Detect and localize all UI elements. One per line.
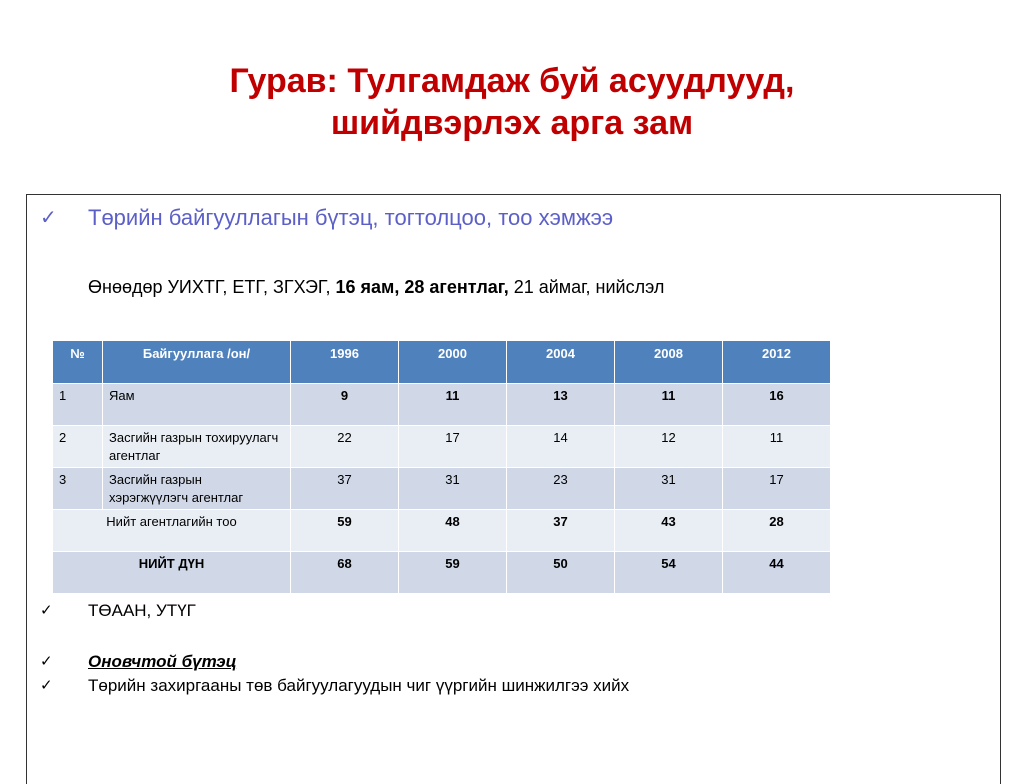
- today-prefix: Өнөөдөр УИХТГ, ЕТГ, ЗГХЭГ,: [88, 277, 336, 297]
- row-label: Засгийн газрын хэрэгжүүлэгч агентлаг: [103, 468, 291, 510]
- cell-value: 12: [615, 426, 723, 468]
- cell-value: 17: [723, 468, 831, 510]
- header-2008: 2008: [615, 341, 723, 384]
- cell-value: 22: [291, 426, 399, 468]
- bullet-optimal-text: Оновчтой бүтэц: [88, 652, 237, 671]
- table-row-total-agencies: [53, 510, 831, 552]
- cell-value: 44: [723, 552, 831, 594]
- row-label: Яам: [103, 384, 291, 426]
- organization-table: [52, 340, 831, 594]
- table-row: [53, 426, 831, 468]
- cell-value: 16: [723, 384, 831, 426]
- header-1996: 1996: [291, 341, 399, 384]
- slide-title-line1: Гурав: Тулгамдаж буй асуудлууд,: [229, 62, 795, 100]
- cell-value: 59: [399, 552, 507, 594]
- cell-value: 31: [399, 468, 507, 510]
- slide-title-line2: шийдвэрлэх арга зам: [330, 104, 694, 142]
- cell-value: 68: [291, 552, 399, 594]
- table-row: [53, 384, 831, 426]
- today-ministries: 16 яам,: [335, 277, 400, 297]
- checkmark-icon: ✓: [40, 602, 53, 619]
- total-agencies-label: Нийт агентлагийн тоо: [53, 510, 291, 552]
- cell-value: 11: [399, 384, 507, 426]
- table-row: [53, 468, 831, 510]
- cell-value: 23: [507, 468, 615, 510]
- checkmark-icon: ✓: [40, 653, 53, 670]
- bullet-analysis-text: Төрийн захиргааны төв байгуулагуудын чиг үүргийн шинжилгээ хийх: [88, 676, 630, 695]
- table-row-grand-total: [53, 552, 831, 594]
- row-no: 2: [53, 426, 103, 468]
- today-agencies: 28 агентлаг,: [404, 277, 509, 297]
- cell-value: 11: [615, 384, 723, 426]
- cell-value: 28: [723, 510, 831, 552]
- cell-value: 48: [399, 510, 507, 552]
- table-header-row: [53, 341, 831, 384]
- header-2000: 2000: [399, 341, 507, 384]
- cell-value: 59: [291, 510, 399, 552]
- bullet-structure-text: Төрийн байгууллагын бүтэц, тогтолцоо, тоо хэмжээ: [88, 205, 614, 230]
- row-label: Засгийн газрын тохируулагч агентлаг: [103, 426, 291, 468]
- cell-value: 54: [615, 552, 723, 594]
- today-suffix: 21 аймаг, нийслэл: [508, 277, 665, 297]
- cell-value: 37: [291, 468, 399, 510]
- cell-value: 17: [399, 426, 507, 468]
- today-summary: [88, 277, 664, 298]
- row-no: 3: [53, 468, 103, 510]
- header-2012: 2012: [723, 341, 831, 384]
- header-no: №: [53, 341, 103, 384]
- bullet-toaan-text: ТӨААН, УТҮГ: [88, 601, 196, 620]
- cell-value: 43: [615, 510, 723, 552]
- row-no: 1: [53, 384, 103, 426]
- slide-title: [0, 60, 1024, 144]
- cell-value: 31: [615, 468, 723, 510]
- checkmark-icon: ✓: [40, 207, 57, 229]
- cell-value: 13: [507, 384, 615, 426]
- cell-value: 11: [723, 426, 831, 468]
- header-2004: 2004: [507, 341, 615, 384]
- cell-value: 50: [507, 552, 615, 594]
- grand-total-label: НИЙТ ДҮН: [53, 552, 291, 594]
- checkmark-icon: ✓: [40, 677, 53, 694]
- header-org: Байгууллага /он/: [103, 341, 291, 384]
- cell-value: 14: [507, 426, 615, 468]
- cell-value: 37: [507, 510, 615, 552]
- cell-value: 9: [291, 384, 399, 426]
